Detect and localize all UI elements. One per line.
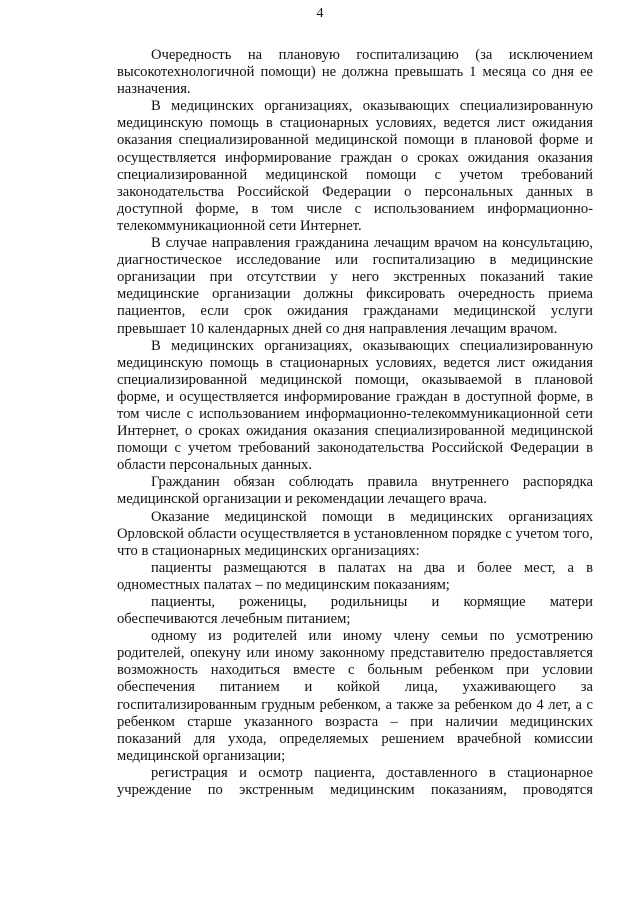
paragraph-5: Гражданин обязан соблюдать правила внутреннего распорядка медицинской организации и рекомендации лечащего врача. [117, 474, 593, 508]
paragraph-9: одному из родителей или иному члену семьи по усмотрению родителей, опекуну или иному законному представителю предоставляется возможность находиться вместе с больным ребенком при условии обеспечения питанием и койкой лица, ухаживающего за госпитализированным грудным ребенком, а также за ребенком до 4 лет, а с ребенком старше указанного возраста – при наличии медицинских показаний для ухода, определяемых решением врачебной комиссии медицинской организации; [117, 628, 593, 764]
paragraph-4: В медицинских организациях, оказывающих специализированную медицинскую помощь в стационарных условиях, ведется лист ожидания специализированной медицинской помощи, оказываемой в плановой форме, и осуществляется информирование граждан в доступной форме, в том числе с использованием информационно-телекоммуникационной сети Интернет, о сроках ожидания оказания специализированной медицинской помощи с учетом требований законодательства Российской Федерации в области персональных данных. [117, 337, 593, 474]
paragraph-10: регистрация и осмотр пациента, доставленного в стационарное учреждение по экстренным медицинским показаниям, проводятся [117, 764, 593, 799]
paragraph-7: пациенты размещаются в палатах на два и более мест, а в одноместных палатах – по медицинским показаниям; [117, 559, 593, 593]
paragraph-6: Оказание медицинской помощи в медицинских организациях Орловской области осуществляется в установленном порядке с учетом того, что в стационарных медицинских организациях: [117, 508, 593, 559]
page-number: 4 [316, 6, 324, 21]
paragraph-8: пациенты, роженицы, родильницы и кормящие матери обеспечиваются лечебным питанием; [117, 594, 593, 628]
paragraph-3: В случае направления гражданина лечащим врачом на консультацию, диагностическое исследование или госпитализацию в медицинские организации при отсутствии у него экстренных показаний такие медицинские организации должны фиксировать очередность приема пациентов, если срок ожидания гражданами медицинской услуги превышает 10 календарных дней со дня направления лечащим врачом. [117, 235, 593, 337]
paragraph-2: В медицинских организациях, оказывающих специализированную медицинскую помощь в стационарных условиях, ведется лист ожидания оказания специализированной медицинской помощи в плановой форме и осуществляется информирование граждан о сроках ожидания оказания специализированной медицинской помощи с учетом требований законодательства Российской Федерации о персональных данных в доступной форме, в том числе с использованием информационно-телекоммуникационной сети Интернет. [117, 98, 593, 234]
document-body [117, 47, 593, 799]
paragraph-1: Очередность на плановую госпитализацию (за исключением высокотехнологичной помощи) не должна превышать 1 месяца со дня ее назначения. [117, 47, 593, 98]
